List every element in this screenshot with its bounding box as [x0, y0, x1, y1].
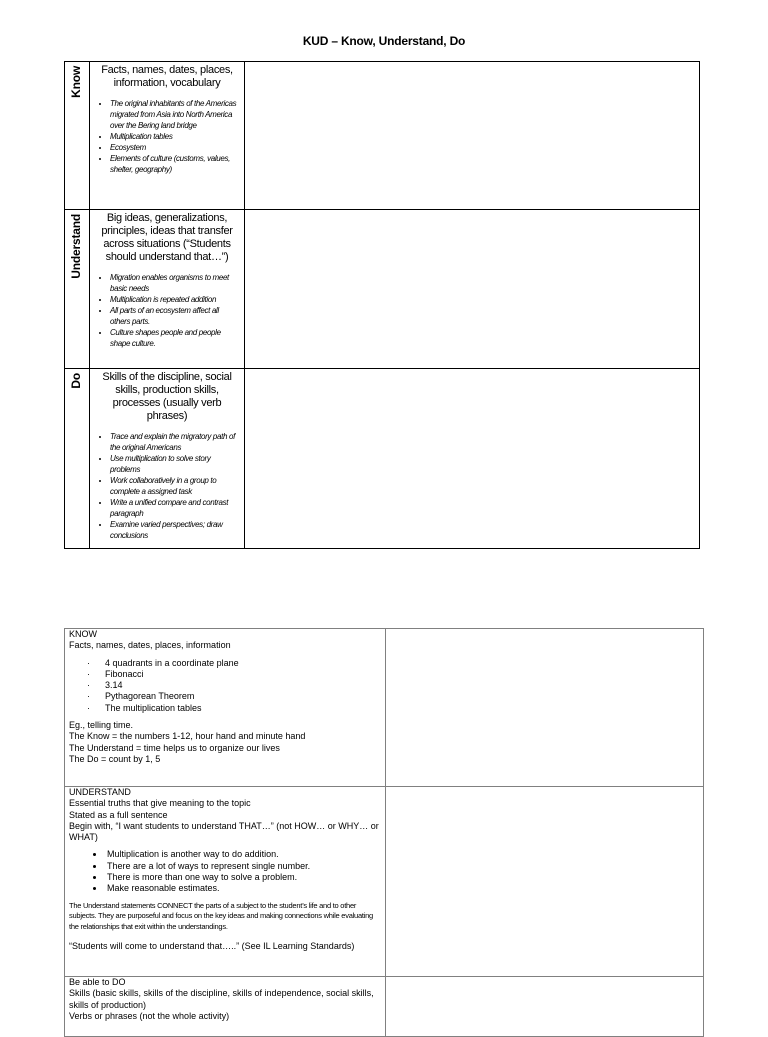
kud-row-do — [65, 369, 700, 549]
know-examples-list — [69, 658, 381, 714]
understand-quote: “Students will come to understand that…..” (See IL Learning Standards) — [69, 941, 355, 952]
know-list — [90, 98, 238, 175]
guide-know-cell — [65, 629, 386, 787]
list-item: · 3.14 — [87, 680, 381, 691]
know-eg: Eg., telling time. — [69, 720, 134, 731]
know-ex-know: The Know = the numbers 1-12, hour hand and minute hand — [69, 731, 306, 742]
list-item: • Use multiplication to solve story problems — [110, 453, 238, 475]
list-item: • Multiplication is repeated addition — [110, 294, 238, 305]
know-blank-cell — [245, 62, 700, 210]
list-item: • The original inhabitants of the Americas migrated from Asia into North America over the Bering land bridge — [110, 98, 238, 131]
do-list — [90, 431, 238, 541]
list-item: • Ecosystem — [110, 142, 238, 153]
list-item: • Trace and explain the migratory path of the original Americans — [110, 431, 238, 453]
understand-line3: Begin with, “I want students to understand THAT…” (not HOW… or WHY… or WHAT) — [69, 820, 379, 843]
guide-row-understand — [65, 787, 704, 977]
list-item: • Work collaboratively in a group to complete a assigned task — [110, 475, 238, 497]
guide-table — [64, 628, 704, 1037]
know-section-heading: KNOW — [69, 629, 97, 639]
do-line1: Skills (basic skills, skills of the discipline, skills of independence, social skills, skills of production) — [69, 988, 374, 1010]
guide-do-blank — [386, 977, 704, 1037]
know-ex-do: The Do = count by 1, 5 — [69, 753, 161, 764]
list-item: • Culture shapes people and people shape culture. — [110, 327, 238, 349]
guide-row-know — [65, 629, 704, 787]
understand-list — [90, 272, 238, 349]
do-label-cell — [65, 369, 90, 549]
list-item: • Make reasonable estimates. — [105, 883, 381, 894]
list-item: · 4 quadrants in a coordinate plane — [87, 658, 381, 669]
list-item: • Multiplication tables — [110, 131, 238, 142]
know-label: Know — [69, 66, 83, 98]
list-item: · Pythagorean Theorem — [87, 691, 381, 702]
list-item: • Multiplication is another way to do addition. — [105, 849, 381, 860]
understand-line1: Essential truths that give meaning to the topic — [69, 798, 251, 809]
do-heading: Skills of the discipline, social skills, production skills, processes (usually verb phrases) — [102, 371, 232, 422]
do-label: Do — [69, 373, 83, 389]
guide-know-blank — [386, 629, 704, 787]
guide-understand-cell — [65, 787, 386, 977]
know-desc-cell — [90, 62, 245, 210]
kud-table — [64, 61, 700, 549]
page-title: KUD – Know, Understand, Do — [302, 34, 466, 48]
kud-row-know — [65, 62, 700, 210]
do-line2: Verbs or phrases (not the whole activity) — [69, 1010, 230, 1021]
kud-row-understand — [65, 210, 700, 369]
list-item: • All parts of an ecosystem affect all others parts. — [110, 305, 238, 327]
list-item: • Migration enables organisms to meet basic needs — [110, 272, 238, 294]
understand-desc-cell — [90, 210, 245, 369]
list-item: • Examine varied perspectives; draw conclusions — [110, 519, 238, 541]
know-heading: Facts, names, dates, places, information, vocabulary — [101, 64, 233, 89]
understand-examples-list — [69, 849, 381, 894]
list-item: • Write a unified compare and contrast paragraph — [110, 497, 238, 519]
understand-blank-cell — [245, 210, 700, 369]
guide-understand-blank — [386, 787, 704, 977]
guide-row-do — [65, 977, 704, 1037]
do-desc-cell — [90, 369, 245, 549]
understand-section-heading: UNDERSTAND — [69, 787, 131, 797]
list-item: · The multiplication tables — [87, 703, 381, 714]
know-section-sub: Facts, names, dates, places, information — [69, 640, 231, 651]
understand-heading: Big ideas, generalizations, principles, ideas that transfer across situations (“Students should understand that…”) — [101, 212, 233, 263]
know-ex-understand: The Understand = time helps us to organize our lives — [69, 742, 280, 753]
do-section-heading: Be able to DO — [69, 977, 126, 987]
guide-do-cell — [65, 977, 386, 1037]
understand-connect: The Understand statements CONNECT the parts of a subject to the student’s life and to other subjects. They are purposeful and focus on the key ideas and making connections while evaluating the relationships that exit within the understandings. — [69, 900, 373, 931]
do-blank-cell — [245, 369, 700, 549]
understand-label: Understand — [69, 214, 83, 279]
know-label-cell — [65, 62, 90, 210]
list-item: • There is more than one way to solve a problem. — [105, 872, 381, 883]
list-item: · Fibonacci — [87, 669, 381, 680]
list-item: • Elements of culture (customs, values, shelter, geography) — [110, 153, 238, 175]
understand-line2: Stated as a full sentence — [69, 809, 168, 820]
list-item: • There are a lot of ways to represent single number. — [105, 861, 381, 872]
understand-label-cell — [65, 210, 90, 369]
